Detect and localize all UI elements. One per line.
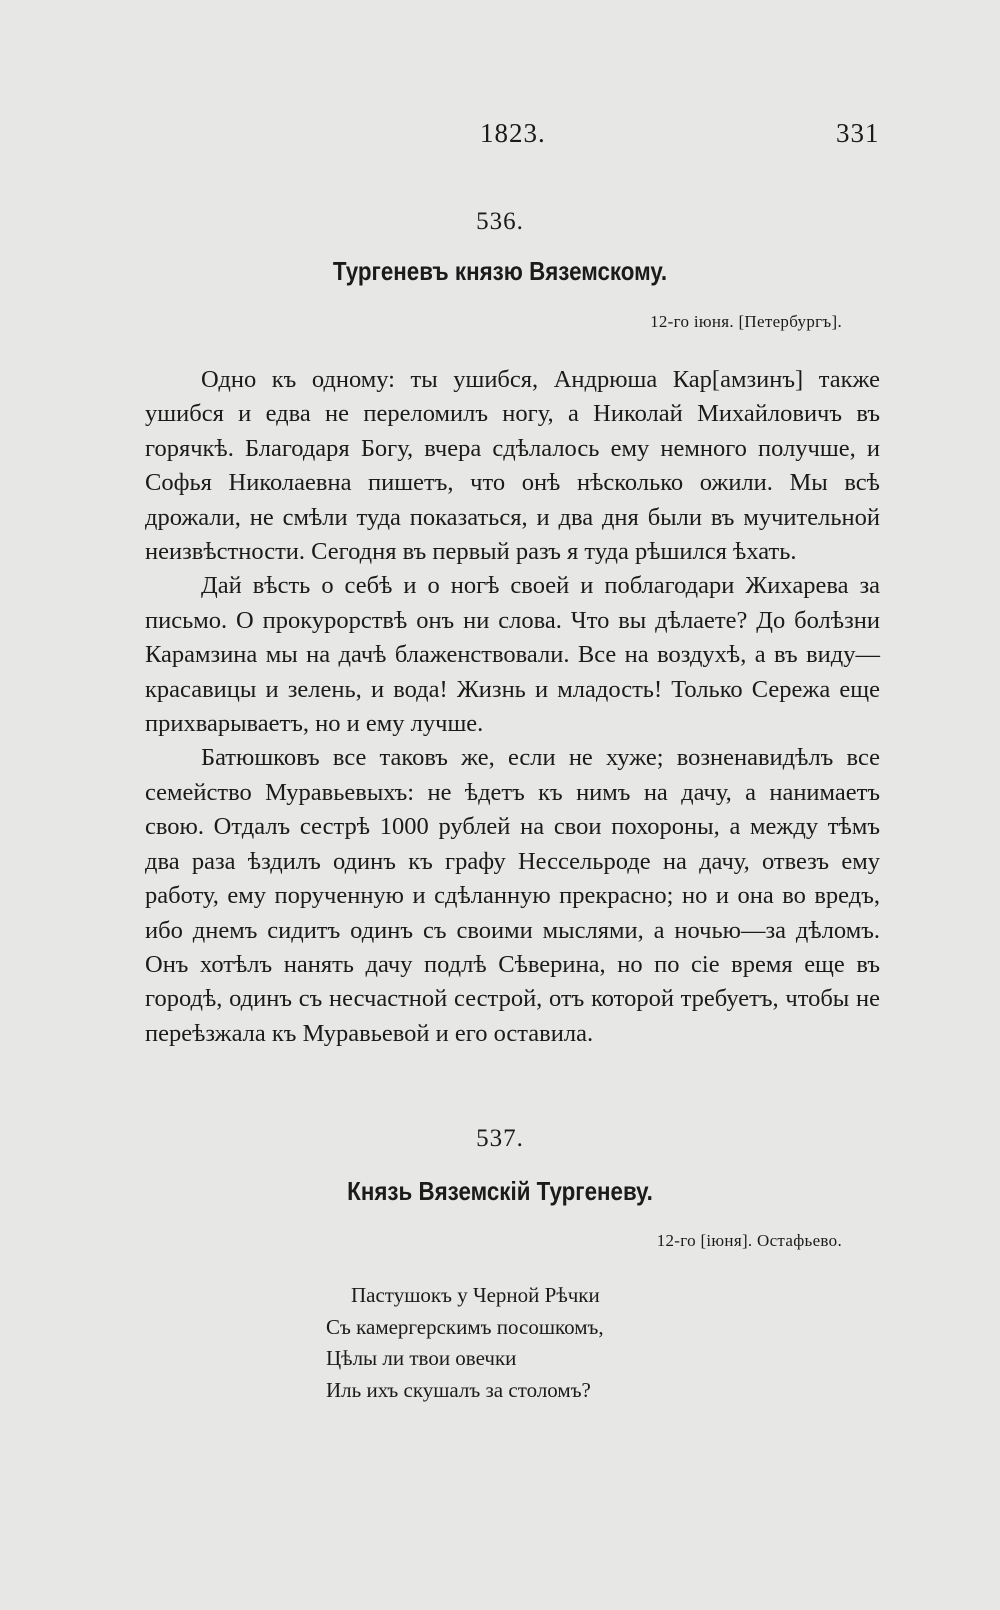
- letter-dateline: 12-го [іюня]. Остафьево.: [656, 1231, 842, 1250]
- verse-line: Пастушокъ у Черной Рѣчки: [351, 1283, 600, 1307]
- letter-body: [145, 363, 880, 1051]
- verse-line: Съ камергерскимъ посошкомъ,: [326, 1314, 604, 1339]
- letter-heading: Князь Вяземскій Тургеневу.: [347, 1176, 653, 1206]
- letter-dateline: 12-го іюня. [Петербургъ].: [650, 312, 842, 331]
- verse: [326, 1280, 604, 1406]
- running-head: [0, 118, 1000, 158]
- page-number: 331: [836, 118, 880, 148]
- running-head-year: 1823.: [480, 118, 546, 148]
- letter-number: 536.: [476, 208, 524, 235]
- paragraph: Батюшковъ все таковъ же, если не хуже; возненавидѣлъ все семейство Муравьевыхъ: не ѣдетъ къ нимъ на дачу, а нанимаетъ свою. Отдалъ сестрѣ 1000 рублей на свои похороны, а между тѣмъ два раза ѣздилъ одинъ къ графу Нессельроде на дачу, отвезъ ему работу, ему порученную и сдѣланную прекрасно; но и она во вредъ, ибо днемъ сидитъ одинъ съ своими мыслями, а ночью—за дѣломъ. Онъ хотѣлъ нанять дачу подлѣ Сѣверина, но по сіе время еще въ городѣ, одинъ съ несчастной сестрой, отъ которой требуетъ, чтобы не переѣзжала къ Муравьевой и его оставила.: [145, 744, 880, 1047]
- letter-number: 537.: [476, 1125, 524, 1152]
- letter-heading: Тургеневъ князю Вяземскому.: [332, 256, 668, 286]
- paragraph: Одно къ одному: ты ушибся, Андрюша Кар[амзинъ] также ушибся и едва не переломилъ ногу, а Николай Михайловичъ въ горячкѣ. Благодаря Богу, вчера сдѣлалось ему немного получше, и Софья Николаевна пишетъ, что онѣ нѣсколько ожили. Мы всѣ дрожали, не смѣли туда показаться, и два дня были въ мучительной неизвѣстности. Сегодня въ первый разъ я туда рѣшился ѣхать.: [145, 366, 880, 566]
- verse-line: Иль ихъ скушалъ за столомъ?: [326, 1377, 591, 1402]
- verse-line: Цѣлы ли твои овечки: [326, 1346, 517, 1370]
- paragraph: Дай вѣсть о себѣ и о ногѣ своей и поблагодари Жихарева за письмо. О прокурорствѣ онъ ни слова. Что вы дѣлаете? До болѣзни Карамзина мы на дачѣ блаженствовали. Все на воздухѣ, а въ виду—красавицы и зелень, и вода! Жизнь и младость! Только Сережа еще прихварываетъ, но и ему лучше.: [145, 572, 880, 738]
